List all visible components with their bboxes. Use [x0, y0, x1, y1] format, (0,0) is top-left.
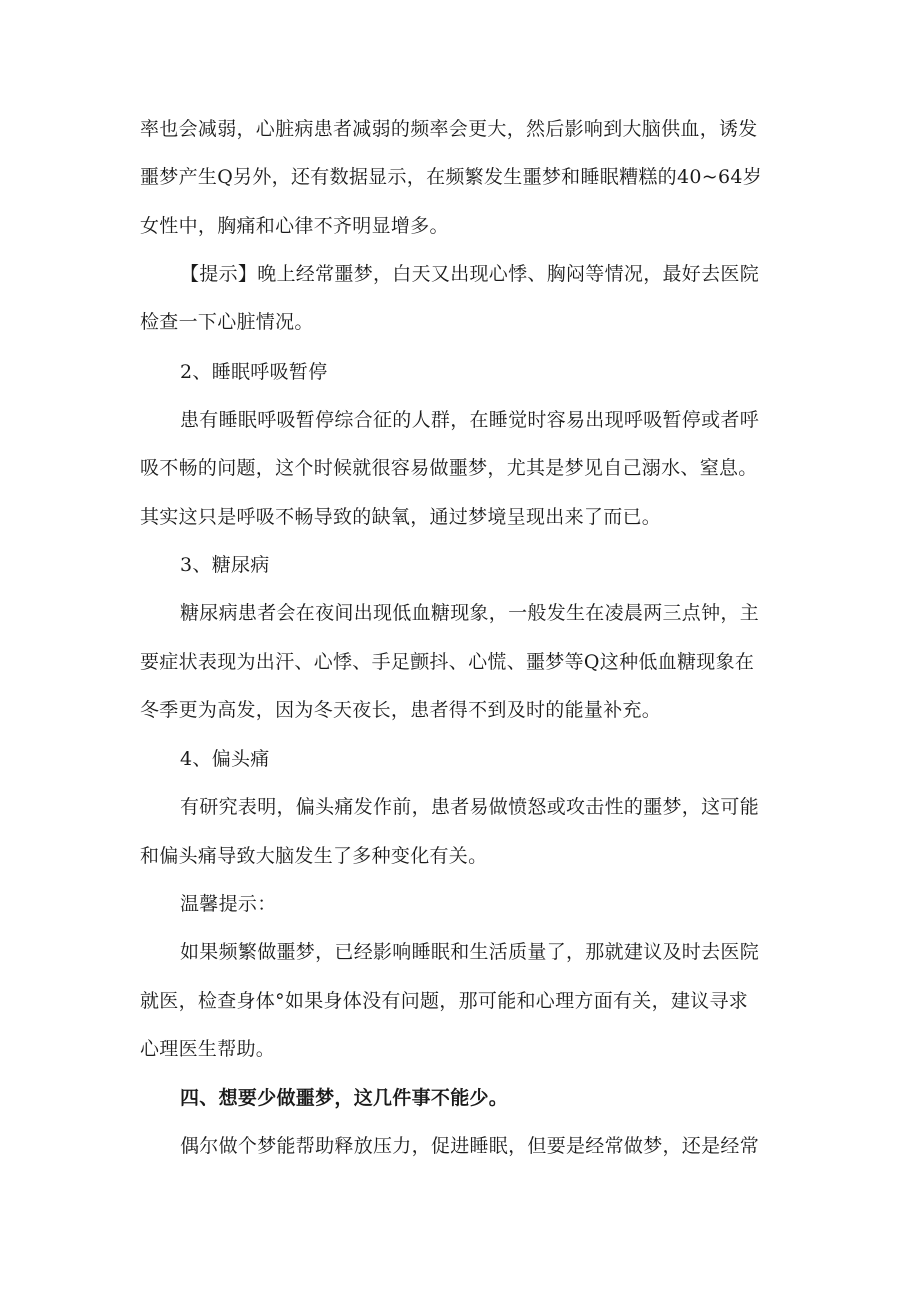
- text-line: 和偏头痛导致大脑发生了多种变化有关。: [140, 845, 488, 867]
- text-line: 女性中，胸痛和心律不齐明显增多。: [140, 215, 449, 237]
- text-line: 率也会减弱，心脏病患者减弱的频率会更大，然后影响到大脑供血，诱发: [140, 118, 758, 140]
- text-line: 患有睡眠呼吸暂停综合征的人群，在睡觉时容易出现呼吸暂停或者呼: [180, 409, 760, 431]
- section-heading: 2、睡眠呼吸暂停: [180, 361, 328, 383]
- text-line: 噩梦产生Q另外，还有数据显示，在频繁发生噩梦和睡眠糟糕的40~64岁: [140, 166, 763, 188]
- section-heading: 四、想要少做噩梦，这几件事不能少。: [180, 1087, 509, 1109]
- text-line: 糖尿病患者会在夜间出现低血糖现象，一般发生在凌晨两三点钟，主: [180, 602, 760, 624]
- text-line: 其实这只是呼吸不畅导致的缺氧，通过梦境呈现出来了而已。: [140, 506, 662, 528]
- text-line: 检查一下心脏情况。: [140, 311, 314, 333]
- text-line: 如果频繁做噩梦，已经影响睡眠和生活质量了，那就建议及时去医院: [180, 941, 760, 963]
- text-line: 就医，检查身体°如果身体没有问题，那可能和心理方面有关，建议寻求: [140, 990, 749, 1012]
- text-line: 吸不畅的问题，这个时候就很容易做噩梦，尤其是梦见自己溺水、窒息。: [140, 457, 758, 479]
- section-heading: 3、糖尿病: [180, 554, 270, 576]
- tip-heading: 温馨提示：: [180, 893, 277, 915]
- text-line: 要症状表现为出汗、心悸、手足颤抖、心慌、噩梦等Q这种低血糖现象在: [140, 651, 755, 673]
- text-line: 冬季更为高发，因为冬天夜长，患者得不到及时的能量补充。: [140, 699, 662, 721]
- text-line: 心理医生帮助。: [140, 1038, 276, 1060]
- text-line: 偶尔做个梦能帮助释放压力，促进睡眠，但要是经常做梦，还是经常: [180, 1135, 760, 1157]
- text-line: 有研究表明，偏头痛发作前，患者易做愤怒或攻击性的噩梦，这可能: [180, 796, 760, 818]
- section-heading: 4、偏头痛: [180, 748, 270, 770]
- text-line: 【提示】晚上经常噩梦，白天又出现心悸、胸闷等情况，最好去医院: [180, 263, 760, 285]
